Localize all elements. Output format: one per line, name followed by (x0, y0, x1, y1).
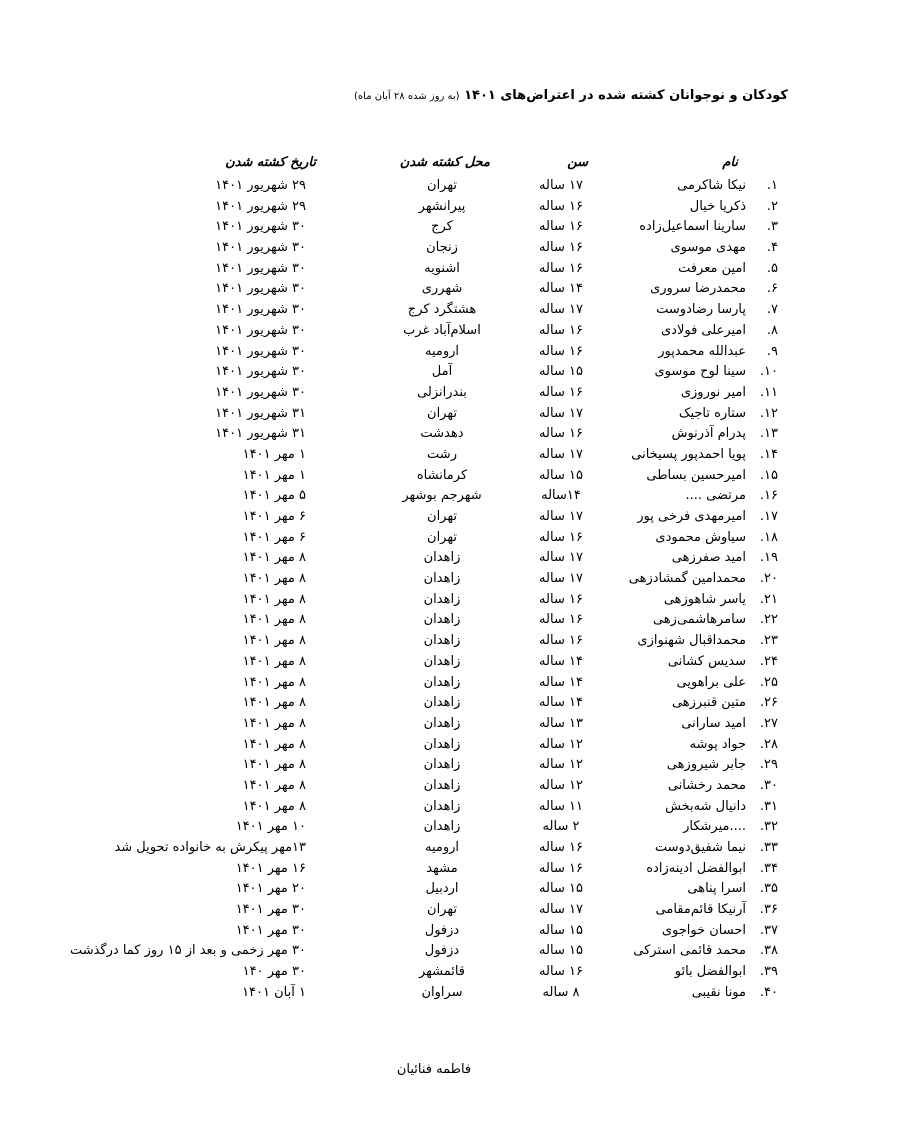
list-item (0, 569, 908, 590)
row-age: ۱۵ ساله (539, 943, 583, 959)
row-age: ۱۴ ساله (539, 281, 583, 297)
list-item (0, 404, 908, 425)
row-number: ۱۳. (759, 426, 778, 442)
row-place: زاهدان (423, 798, 461, 814)
row-age: ۱۶ ساله (539, 198, 583, 214)
row-place: تهران (427, 178, 457, 193)
row-name: سامرهاشمی‌زهی (652, 612, 746, 628)
row-name: ذکریا خیال (689, 198, 746, 214)
row-date: ۱۰ مهر ۱۴۰۱ (235, 819, 306, 835)
list-item (0, 342, 908, 363)
row-age: ۱۶ ساله (539, 964, 583, 980)
row-age: ۱۶ ساله (539, 612, 583, 628)
row-name: جواد پوشه (689, 736, 746, 752)
row-age: ۱۶ ساله (539, 322, 583, 338)
row-number: ۲۷. (759, 715, 778, 731)
author-name: فاطمه فنائیان (396, 1062, 472, 1077)
row-number: ۲۶. (759, 695, 778, 711)
row-number: ۴. (766, 240, 778, 256)
row-place: تهران (427, 902, 457, 918)
row-number: ۹. (766, 343, 778, 359)
row-number: ۱۴. (759, 446, 778, 462)
row-number: ۴۰. (759, 984, 778, 1000)
list-item (0, 797, 908, 818)
row-place: تهران (427, 405, 457, 421)
row-age: ۱۷ ساله (539, 178, 583, 193)
row-number: ۱۹. (759, 550, 778, 566)
list-item (0, 279, 908, 300)
list-item (0, 300, 908, 321)
row-date: ۸ مهر ۱۴۰۱ (242, 653, 306, 669)
row-date: ۸ مهر ۱۴۰۱ (242, 571, 306, 587)
row-age: ۱۶ ساله (539, 219, 583, 235)
row-place: زاهدان (423, 736, 461, 752)
row-number: ۲۵. (759, 674, 778, 690)
row-place: زاهدان (423, 674, 461, 690)
row-number: ۷. (766, 302, 778, 318)
row-age: ۱۴ساله (541, 488, 581, 504)
row-date: ۳۰ مهر ۱۴۰ (242, 964, 306, 980)
row-age: ۱۷ ساله (539, 302, 583, 318)
column-header-name: نام (722, 155, 738, 170)
row-name: مرتضی .... (685, 488, 746, 504)
list-item (0, 590, 908, 611)
row-date: ۸ مهر ۱۴۰۱ (242, 591, 306, 607)
row-name: آرنیکا قائم‌مقامی (655, 902, 746, 918)
row-name: اسرا پناهی (687, 881, 746, 897)
row-place: زاهدان (423, 757, 461, 773)
row-name: محمد رخشانی (667, 777, 746, 793)
row-number: ۳۸. (759, 943, 778, 959)
row-place: زاهدان (423, 591, 461, 607)
row-age: ۱۷ ساله (539, 509, 583, 524)
row-age: ۱۶ ساله (539, 529, 583, 545)
document-title (328, 88, 788, 103)
row-age: ۱۶ ساله (539, 260, 583, 276)
list-item (0, 631, 908, 652)
row-place: آمل (431, 364, 453, 380)
row-place: زاهدان (423, 819, 461, 835)
row-date: ۸ مهر ۱۴۰۱ (242, 633, 306, 649)
row-age: ۱۵ ساله (539, 881, 583, 897)
row-age: ۸ ساله (542, 984, 580, 1000)
title-update-note: (به روز شده ۲۸ آبان ماه) (354, 91, 460, 102)
row-number: ۸. (766, 322, 778, 338)
row-name: احسان خواجوی (661, 922, 746, 938)
row-date: ۳۰ شهریور ۱۴۰۱ (215, 281, 306, 297)
list-item (0, 962, 908, 983)
list-item (0, 900, 908, 921)
row-place: شهرری (421, 281, 463, 297)
row-place: زاهدان (423, 695, 461, 711)
row-date: ۳۰ مهر ۱۴۰۱ (235, 902, 306, 918)
list-item (0, 921, 908, 942)
row-age: ۱۶ ساله (539, 840, 583, 855)
row-place: اردبیل (425, 881, 459, 897)
row-place: زاهدان (423, 550, 461, 566)
row-number: ۶. (766, 281, 778, 297)
row-place: زاهدان (423, 777, 461, 793)
row-date: ۱۳مهر پیکرش به خانواده تحویل شد (114, 840, 306, 855)
row-place: ارومیه (424, 343, 460, 359)
row-name: محمداقبال شهنوازی (637, 633, 746, 649)
row-date: ۱ آبان ۱۴۰۱ (242, 984, 306, 1000)
row-age: ۱۲ ساله (539, 736, 583, 752)
title-main: کودکان و نوجوانان کشته شده در اعتراض‌های ۱۴۰۱ (464, 88, 788, 103)
row-place: بندرانزلی (417, 384, 467, 400)
row-date: ۳۰ مهر ۱۴۰۱ (235, 922, 306, 938)
row-age: ۱۵ ساله (539, 467, 583, 483)
row-place: کرج (431, 219, 453, 235)
row-date: ۲۹ شهریور ۱۴۰۱ (215, 178, 306, 193)
list-item (0, 466, 908, 487)
row-place: تهران (427, 529, 457, 545)
row-date: ۳۰ شهریور ۱۴۰۱ (215, 322, 306, 338)
row-age: ۱۶ ساله (539, 591, 583, 607)
list-item (0, 548, 908, 569)
row-number: ۱۵. (759, 467, 778, 483)
row-name: محمدامین گمشادزهی (628, 571, 746, 587)
row-name: امیر نوروزی (680, 384, 746, 400)
row-number: ۱۰. (759, 364, 778, 380)
list-item (0, 735, 908, 756)
row-number: ۱۱. (759, 384, 778, 400)
row-number: ۱۶. (759, 488, 778, 504)
row-age: ۱۱ ساله (539, 798, 583, 814)
row-age: ۱۴ ساله (539, 695, 583, 711)
row-date: ۸ مهر ۱۴۰۱ (242, 550, 306, 566)
victims-list (0, 176, 908, 1004)
list-item (0, 507, 908, 528)
row-age: ۱۷ ساله (539, 405, 583, 421)
column-header-date: تاریخ کشته شدن (225, 155, 316, 170)
row-date: ۱۶ مهر ۱۴۰۱ (235, 860, 306, 876)
row-date: ۸ مهر ۱۴۰۱ (242, 612, 306, 628)
row-number: ۳۳. (759, 840, 778, 855)
row-date: ۸ مهر ۱۴۰۱ (242, 674, 306, 690)
row-name: ابوالفضل ادینه‌زاده (646, 860, 746, 876)
row-age: ۲ ساله (542, 819, 580, 835)
row-name: امین معرفت (678, 260, 746, 276)
row-name: امیرعلی فولادی (660, 322, 746, 338)
row-number: ۲۸. (759, 736, 778, 752)
row-date: ۲۹ شهریور ۱۴۰۱ (215, 198, 306, 214)
row-name: عبدالله محمدپور (658, 343, 746, 359)
row-name: مونا نقیبی (691, 984, 746, 1000)
row-date: ۶ مهر ۱۴۰۱ (242, 509, 306, 524)
row-date: ۳۰ شهریور ۱۴۰۱ (215, 240, 306, 256)
list-item (0, 528, 908, 549)
list-item (0, 693, 908, 714)
row-place: رشت (427, 446, 457, 462)
row-number: ۱۲. (759, 405, 778, 421)
row-date: ۱ مهر ۱۴۰۱ (242, 446, 306, 462)
row-number: ۱۷. (759, 509, 778, 524)
row-number: ۳۴. (759, 860, 778, 876)
list-item (0, 217, 908, 238)
row-name: دانیال شه‌بخش (665, 798, 746, 814)
row-number: ۳۲. (759, 819, 778, 835)
list-item (0, 714, 908, 735)
list-item (0, 838, 908, 859)
row-number: ۲۲. (759, 612, 778, 628)
row-name: جابر شیروزهی (666, 757, 746, 773)
row-place: زنجان (426, 240, 458, 256)
row-number: ۳۰. (759, 777, 778, 793)
row-number: ۲۴. (759, 653, 778, 669)
row-name: پویا احمدپور پسیخانی (631, 446, 746, 462)
row-number: ۳۵. (759, 881, 778, 897)
list-item (0, 238, 908, 259)
row-name: پارسا رضادوست (656, 302, 746, 318)
list-item (0, 941, 908, 962)
row-age: ۱۶ ساله (539, 426, 583, 442)
row-name: نیما شفیق‌دوست (654, 840, 746, 855)
list-item (0, 424, 908, 445)
row-age: ۱۷ ساله (539, 571, 583, 587)
row-date: ۸ مهر ۱۴۰۱ (242, 736, 306, 752)
row-age: ۱۷ ساله (539, 902, 583, 918)
row-age: ۱۵ ساله (539, 922, 583, 938)
row-place: دزفول (424, 943, 460, 959)
row-number: ۵. (766, 260, 778, 276)
row-name: ستاره تاجیک (678, 405, 746, 421)
row-name: علی براهویی (676, 674, 746, 690)
row-date: ۳۰ مهر زخمی و بعد از ۱۵ روز کما درگذشت (69, 943, 306, 959)
row-age: ۱۷ ساله (539, 446, 583, 462)
row-name: نیکا شاکرمی (677, 178, 746, 193)
row-age: ۱۶ ساله (539, 384, 583, 400)
row-date: ۳۰ شهریور ۱۴۰۱ (215, 384, 306, 400)
row-name: سینا لوح موسوی (654, 364, 746, 380)
list-item (0, 197, 908, 218)
row-number: ۱۸. (759, 529, 778, 545)
row-place: هشتگرد کرج (407, 302, 477, 318)
row-place: شهرجم بوشهر (402, 488, 482, 504)
row-age: ۱۲ ساله (539, 777, 583, 793)
list-item (0, 859, 908, 880)
list-item (0, 776, 908, 797)
list-item (0, 445, 908, 466)
row-date: ۳۱ شهریور ۱۴۰۱ (215, 426, 306, 442)
row-place: دهدشت (420, 426, 464, 442)
row-name: یاسر شاهوزهی (663, 591, 746, 607)
row-name: امید صفرزهی (671, 550, 746, 566)
row-name: سدیس کشانی (667, 653, 746, 669)
list-item (0, 673, 908, 694)
row-date: ۸ مهر ۱۴۰۱ (242, 798, 306, 814)
row-place: کرمانشاه (416, 467, 468, 483)
row-age: ۱۶ ساله (539, 240, 583, 256)
row-place: زاهدان (423, 612, 461, 628)
row-number: ۲۳. (759, 633, 778, 649)
row-age: ۱۶ ساله (539, 633, 583, 649)
row-name: محمد قائمی استرکی (633, 943, 746, 959)
row-date: ۳۰ شهریور ۱۴۰۱ (215, 343, 306, 359)
column-header-place: محل کشته شدن (399, 155, 490, 170)
column-header-age: سن (567, 155, 588, 170)
row-age: ۱۴ ساله (539, 674, 583, 690)
row-place: زاهدان (423, 571, 461, 587)
row-name: سارینا اسماعیل‌زاده (639, 219, 746, 235)
row-number: ۳۱. (759, 798, 778, 814)
row-date: ۳۰ شهریور ۱۴۰۱ (215, 260, 306, 276)
row-place: تهران (427, 509, 457, 524)
row-date: ۳۱ شهریور ۱۴۰۱ (215, 405, 306, 421)
list-item (0, 321, 908, 342)
row-number: ۲. (766, 198, 778, 214)
list-item (0, 362, 908, 383)
row-number: ۲۹. (759, 757, 778, 773)
list-item (0, 755, 908, 776)
row-number: ۲۱. (759, 591, 778, 607)
row-name: امید سارانی (681, 715, 746, 731)
row-number: ۱. (766, 178, 778, 193)
row-date: ۱ مهر ۱۴۰۱ (242, 467, 306, 483)
row-date: ۵ مهر ۱۴۰۱ (242, 488, 306, 504)
row-date: ۳۰ شهریور ۱۴۰۱ (215, 364, 306, 380)
row-number: ۲۰. (759, 571, 778, 587)
row-date: ۳۰ شهریور ۱۴۰۱ (215, 219, 306, 235)
row-place: قائمشهر (418, 964, 466, 980)
row-age: ۱۶ ساله (539, 860, 583, 876)
row-name: محمدرضا سروری (650, 281, 746, 297)
list-item (0, 879, 908, 900)
row-name: سیاوش محمودی (655, 529, 746, 545)
list-item (0, 983, 908, 1004)
row-place: زاهدان (423, 653, 461, 669)
row-place: زاهدان (423, 715, 461, 731)
row-place: سراوان (421, 984, 463, 1000)
row-number: ۳۹. (759, 964, 778, 980)
list-item (0, 259, 908, 280)
row-place: مشهد (426, 860, 458, 876)
row-age: ۱۴ ساله (539, 653, 583, 669)
row-name: مهدی موسوی (670, 240, 746, 256)
row-number: ۳۶. (759, 902, 778, 918)
row-date: ۸ مهر ۱۴۰۱ (242, 695, 306, 711)
row-place: دزفول (424, 922, 460, 938)
list-item (0, 176, 908, 197)
row-age: ۱۷ ساله (539, 550, 583, 566)
row-place: ارومیه (424, 840, 460, 855)
row-date: ۸ مهر ۱۴۰۱ (242, 715, 306, 731)
list-item (0, 817, 908, 838)
row-date: ۶ مهر ۱۴۰۱ (242, 529, 306, 545)
row-date: ۳۰ شهریور ۱۴۰۱ (215, 302, 306, 318)
list-item (0, 383, 908, 404)
list-item (0, 652, 908, 673)
list-item (0, 610, 908, 631)
row-name: امیرمهدی فرخی پور (637, 509, 746, 524)
row-name: ....میرشکار (683, 819, 746, 835)
row-age: ۱۵ ساله (539, 364, 583, 380)
row-age: ۱۶ ساله (539, 343, 583, 359)
row-name: امیرحسین بساطی (646, 467, 746, 483)
row-age: ۱۲ ساله (539, 757, 583, 773)
row-name: پدرام آذرنوش (671, 426, 746, 442)
row-date: ۲۰ مهر ۱۴۰۱ (235, 881, 306, 897)
row-place: اسلام‌آباد غرب (403, 322, 481, 338)
row-place: پیرانشهر (418, 198, 466, 214)
row-place: اشنویه (424, 260, 460, 276)
row-age: ۱۳ ساله (539, 715, 583, 731)
row-number: ۳۷. (759, 922, 778, 938)
row-name: ابوالفضل بائو (674, 964, 746, 980)
row-date: ۸ مهر ۱۴۰۱ (242, 777, 306, 793)
row-name: متین قنبرزهی (671, 695, 746, 711)
row-number: ۳. (766, 219, 778, 235)
row-place: زاهدان (423, 633, 461, 649)
list-item (0, 486, 908, 507)
row-date: ۸ مهر ۱۴۰۱ (242, 757, 306, 773)
